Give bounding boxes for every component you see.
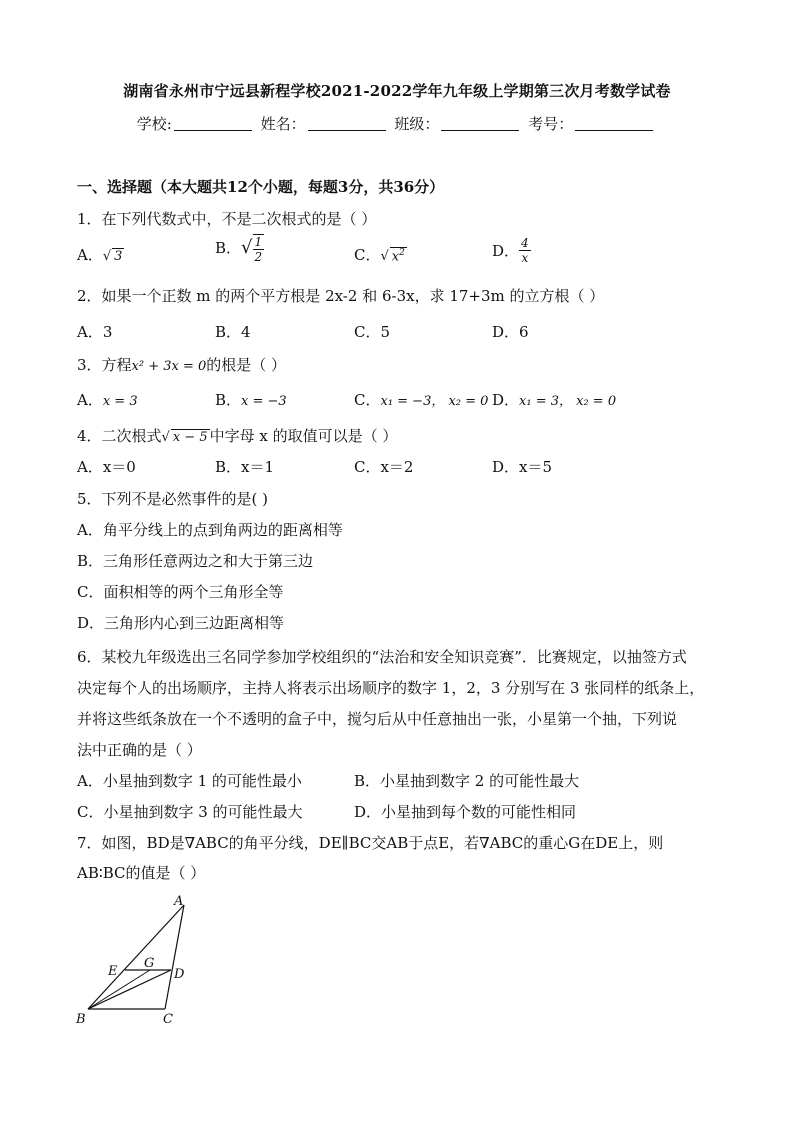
question-1-option-a: A．√ 3 bbox=[77, 246, 123, 264]
question-5-stem: 5．下列不是必然事件的是( ) bbox=[77, 490, 269, 508]
question-6-option-b: B．小星抽到数字 2 的可能性最大 bbox=[354, 772, 580, 790]
segment-bd bbox=[88, 970, 171, 1009]
question-6-option-d: D．小星抽到每个数的可能性相同 bbox=[354, 803, 577, 821]
question-7-line-1: 7．如图，BD是∇ABC的角平分线，DE∥BC交AB于点E，若∇ABC的重心G在DE上，则 bbox=[77, 834, 664, 852]
question-2-option-c: C．5 bbox=[354, 323, 391, 341]
school-blank[interactable] bbox=[174, 116, 252, 131]
question-2-option-d: D．6 bbox=[492, 323, 529, 341]
label-a: A bbox=[174, 894, 184, 909]
school-label: 学校: bbox=[136, 115, 172, 133]
question-3-option-c: C．x₁ = −3， x₂ = 0 bbox=[354, 391, 489, 409]
section-heading: 一、选择题（本大题共12个小题，每题3分，共36分） bbox=[77, 178, 445, 196]
question-7-line-2: AB∶BC的值是（ ） bbox=[77, 864, 206, 882]
name-blank[interactable] bbox=[308, 116, 386, 131]
question-3-option-a: A．x = 3 bbox=[77, 391, 138, 409]
question-6-option-c: C．小星抽到数字 3 的可能性最大 bbox=[77, 803, 303, 821]
question-3-stem: 3．方程x² + 3x = 0的根是（ ） bbox=[77, 356, 287, 374]
exam-title: 湖南省永州市宁远县新程学校2021-2022学年九年级上学期第三次月考数学试卷 bbox=[123, 82, 671, 100]
triangle-figure bbox=[70, 893, 230, 1033]
name-label: 姓名： bbox=[260, 115, 306, 133]
question-3-option-b: B．x = −3 bbox=[215, 391, 287, 409]
question-6-line-1: 6．某校九年级选出三名同学参加学校组织的“法治和安全知识竞赛”．比赛规定，以抽签方式 bbox=[77, 648, 687, 666]
question-4-option-d: D．x＝5 bbox=[492, 458, 553, 476]
question-6-line-3: 并将这些纸条放在一个不透明的盒子中，搅匀后从中任意抽出一张，小星第一个抽，下列说 bbox=[77, 710, 678, 728]
question-4-stem: 4．二次根式√ x − 5 中字母 x 的取值可以是（ ） bbox=[77, 427, 398, 445]
question-5-option-b: B．三角形任意两边之和大于第三边 bbox=[77, 552, 314, 570]
question-1-option-b: B．√ $\frac{1}{2}$ bbox=[215, 235, 263, 264]
question-4-option-c: C．x＝2 bbox=[354, 458, 414, 476]
question-6-line-2: 决定每个人的出场顺序，主持人将表示出场顺序的数字 1，2，3 分别写在 3 张同样的纸条上， bbox=[77, 679, 705, 697]
question-1-option-c: C．√ $x^2$ bbox=[354, 246, 405, 264]
question-3-option-d: D．x₁ = 3， x₂ = 0 bbox=[492, 391, 617, 409]
segment-ac bbox=[165, 905, 184, 1009]
question-6-line-4: 法中正确的是（ ） bbox=[77, 741, 202, 759]
question-5-option-d: D．三角形内心到三边距离相等 bbox=[77, 614, 285, 632]
label-c: C bbox=[163, 1012, 173, 1027]
question-6-option-a: A．小星抽到数字 1 的可能性最小 bbox=[77, 772, 302, 790]
label-e: E bbox=[108, 964, 118, 979]
question-5-option-a: A．角平分线上的点到角两边的距离相等 bbox=[77, 521, 343, 539]
question-1-stem: 1．在下列代数式中，不是二次根式的是（ ） bbox=[77, 210, 377, 228]
question-4-option-b: B．x＝1 bbox=[215, 458, 275, 476]
question-4-option-a: A．x＝0 bbox=[77, 458, 136, 476]
label-d: D bbox=[174, 967, 185, 982]
segment-ab bbox=[88, 905, 184, 1009]
question-2-option-b: B．4 bbox=[215, 323, 251, 341]
question-5-option-c: C．面积相等的两个三角形全等 bbox=[77, 583, 284, 601]
class-blank[interactable] bbox=[441, 116, 519, 131]
class-label: 班级： bbox=[394, 115, 440, 133]
question-2-option-a: A．3 bbox=[77, 323, 113, 341]
question-1-option-d: D． $\frac{4}{x}$ bbox=[492, 236, 529, 265]
question-2-stem: 2．如果一个正数 m 的两个平方根是 2x-2 和 6-3x，求 17+3m 的立方根（ ） bbox=[77, 287, 605, 305]
label-b: B bbox=[76, 1012, 86, 1027]
student-info-line bbox=[0, 113, 794, 134]
exam-number-blank[interactable] bbox=[575, 116, 653, 131]
exam-number-label: 考号： bbox=[528, 115, 574, 133]
label-g: G bbox=[144, 956, 155, 971]
